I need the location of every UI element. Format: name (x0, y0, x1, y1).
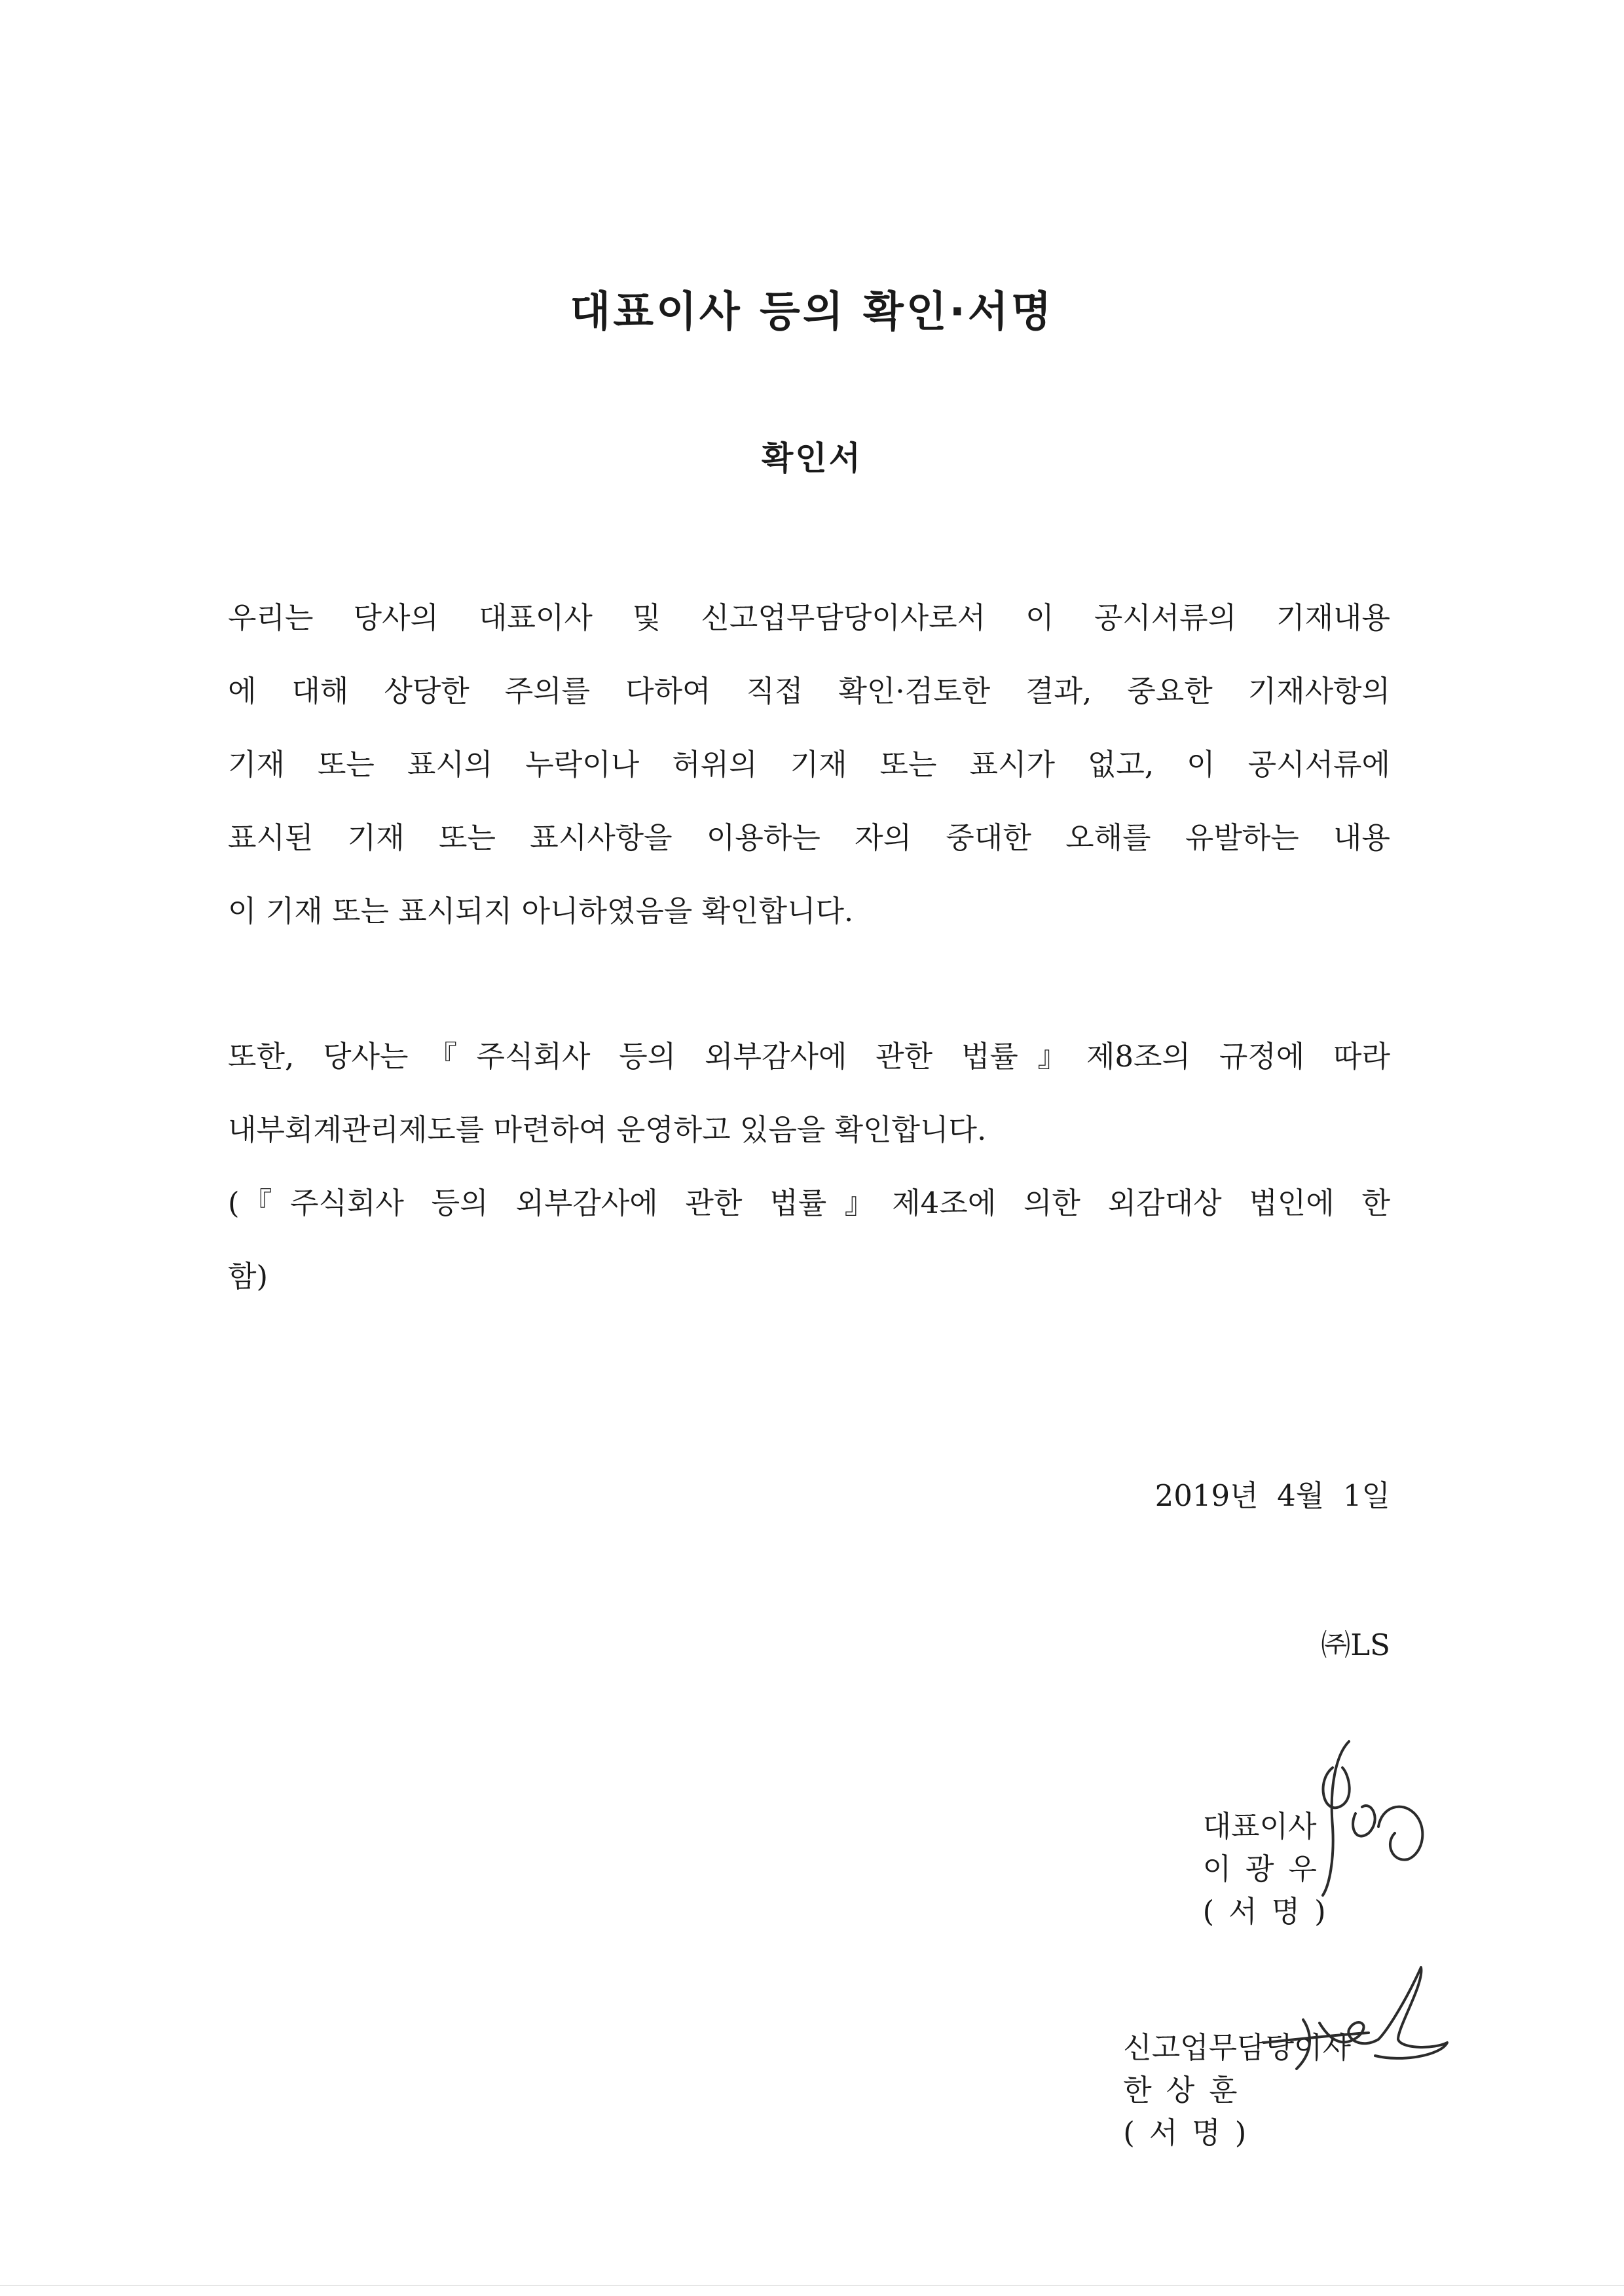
company-name: ㈜LS (1321, 1628, 1390, 1662)
paragraph-line: 이 기재 또는 표시되지 아니하였음을 확인합니다. (228, 894, 854, 928)
signer-name: 한상훈 (1123, 2073, 1252, 2107)
document-title: 대표이사 등의 확인·서명 (570, 288, 1054, 337)
confirmation-paragraph (228, 581, 1390, 948)
paragraph-line: 또한, 당사는『주식회사 등의 외부감사에 관한 법률』제8조의 규정에 따라 (228, 1039, 1390, 1074)
signer-row-disclosure-officer (1086, 1989, 1390, 2186)
sign-label: (서명) (1123, 2115, 1261, 2150)
paragraph-line: (『주식회사 등의 외부감사에 관한 법률』제4조에 의한 외감대상 법인에 한 (228, 1186, 1390, 1220)
signer-role: 신고업무담당이사 (1123, 2030, 1351, 2065)
paragraph-line: 함) (228, 1259, 268, 1294)
document-date: 2019년 4월 1일 (1154, 1478, 1390, 1513)
signer-name: 이광우 (1202, 1851, 1331, 1886)
paragraph-line: 기재 또는 표시의 누락이나 허위의 기재 또는 표시가 없고, 이 공시서류에 (228, 747, 1390, 782)
internal-control-paragraph (228, 1020, 1390, 1313)
signer-role: 대표이사 (1202, 1809, 1317, 1844)
signer-row-ceo (1165, 1768, 1390, 1965)
sign-label: (서명) (1202, 1894, 1340, 1929)
paragraph-line: 내부회계관리제도를 마련하여 운영하고 있음을 확인합니다. (228, 1112, 987, 1147)
paragraph-line: 에 대해 상당한 주의를 다하여 직접 확인·검토한 결과, 중요한 기재사항의 (228, 674, 1390, 708)
paragraph-line: 표시된 기재 또는 표시사항을 이용하는 자의 중대한 오해를 유발하는 내용 (228, 820, 1390, 855)
document-subtitle: 확인서 (762, 439, 862, 477)
scan-edge-line (0, 2285, 1624, 2286)
paragraph-line: 우리는 당사의 대표이사 및 신고업무담당이사로서 이 공시서류의 기재내용 (228, 600, 1390, 635)
